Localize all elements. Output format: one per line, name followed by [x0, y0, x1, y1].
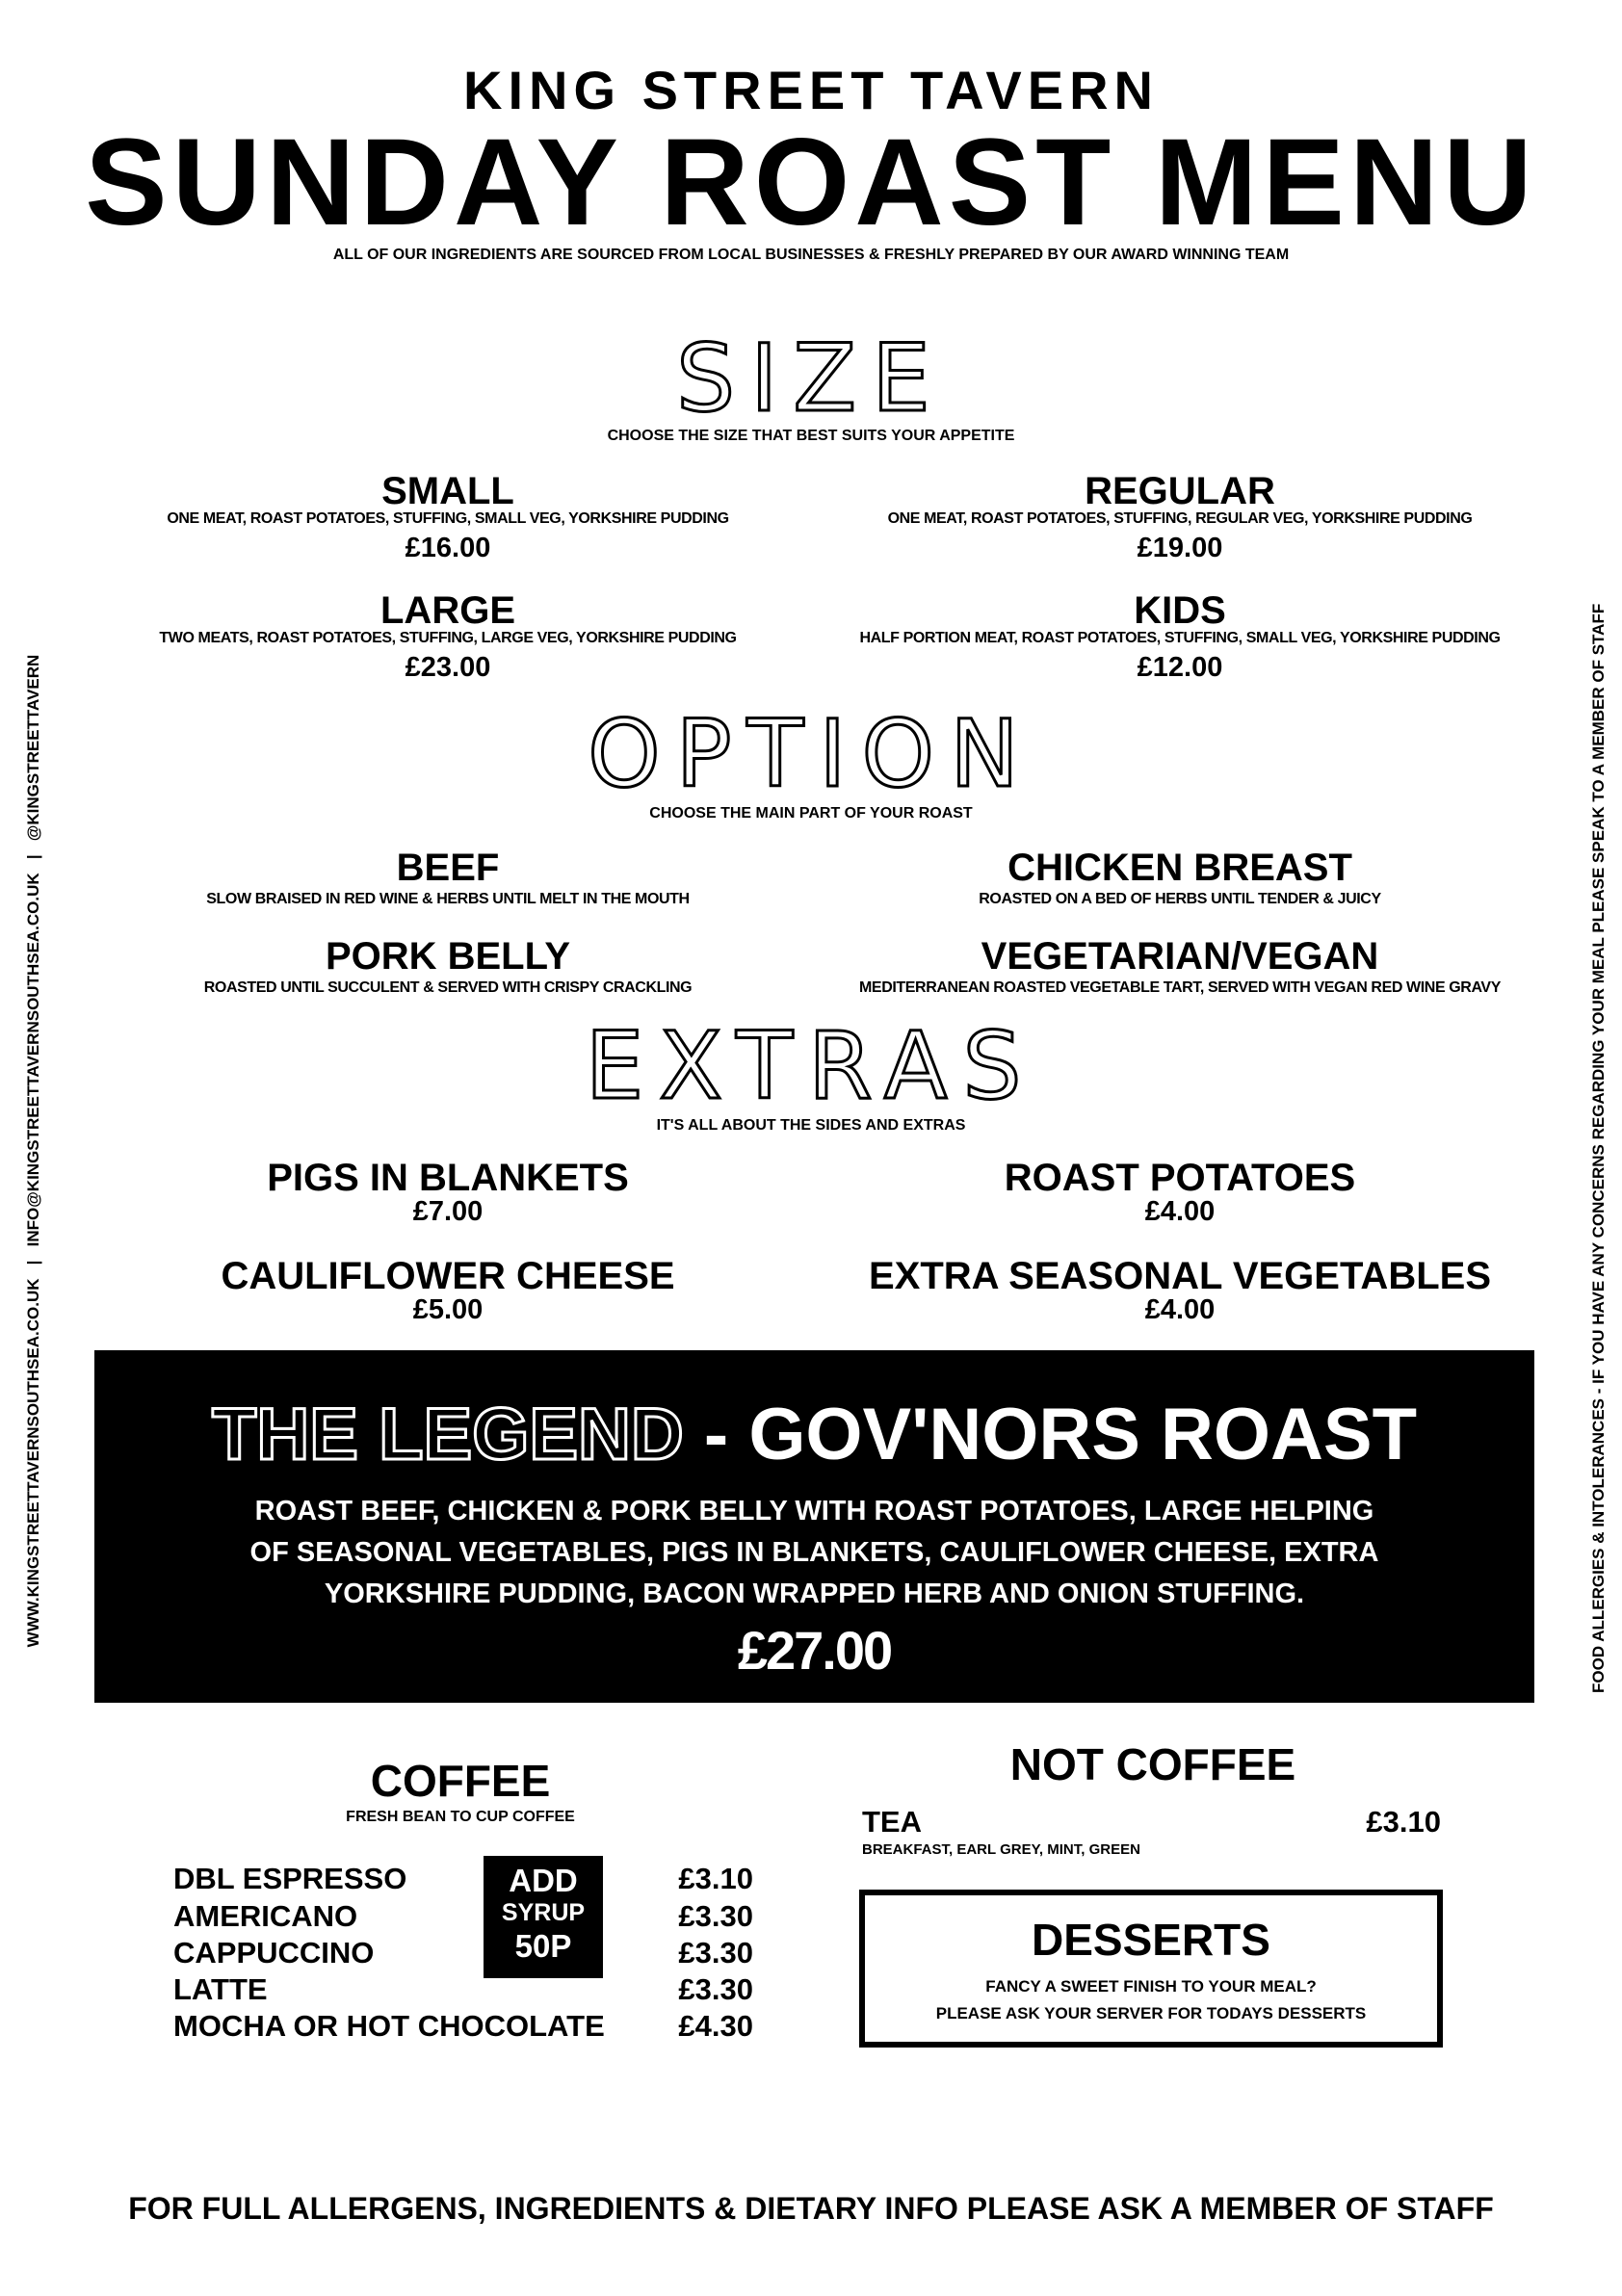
syrup-badge [484, 1856, 603, 1978]
desserts-line: PLEASE ASK YOUR SERVER FOR TODAYS DESSERTS [935, 2004, 1367, 2022]
item-desc: HALF PORTION MEAT, ROAST POTATOES, STUFFING, SMALL VEG, YORKSHIRE PUDDING [859, 630, 1501, 646]
page-title: SUNDAY ROAST MENU [85, 114, 1537, 251]
size-regular [833, 472, 1527, 562]
syrup-line: ADD [509, 1863, 578, 1898]
item-desc: ROASTED ON A BED OF HERBS UNTIL TENDER & JUICY [979, 891, 1381, 907]
option-vegetarian [833, 937, 1527, 997]
email-link[interactable]: INFO@KINGSTREETTAVERNSOUTHSEA.CO.UK [24, 873, 42, 1247]
item-price: £7.00 [412, 1196, 484, 1227]
extra-vegetables [833, 1257, 1527, 1324]
desserts-box [859, 1890, 1443, 2048]
extras-subtitle: IT'S ALL ABOUT THE SIDES AND EXTRAS [656, 1117, 966, 1134]
item-name: LARGE [380, 589, 515, 632]
legend-panel [94, 1350, 1534, 1703]
tea-name: TEA [862, 1805, 922, 1839]
size-subtitle: CHOOSE THE SIZE THAT BEST SUITS YOUR APPETITE [607, 428, 1015, 444]
item-price: £4.00 [1144, 1294, 1216, 1325]
separator: | [24, 1260, 42, 1265]
item-name: PIGS IN BLANKETS [267, 1157, 629, 1199]
venue-name: KING STREET TAVERN [463, 60, 1159, 120]
item-name: REGULAR [1085, 470, 1275, 512]
item-price: £19.00 [1137, 533, 1223, 563]
item-desc: ONE MEAT, ROAST POTATOES, STUFFING, REGULAR VEG, YORKSHIRE PUDDING [887, 510, 1473, 527]
drink-name: MOCHA OR HOT CHOCOLATE [173, 2009, 605, 2043]
size-kids [833, 591, 1527, 682]
item-name: CAULIFLOWER CHEESE [221, 1255, 675, 1297]
item-price: £16.00 [405, 533, 491, 563]
legend-line: OF SEASONAL VEGETABLES, PIGS IN BLANKETS, CAULIFLOWER CHEESE, EXTRA [249, 1537, 1379, 1568]
drink-name: AMERICANO [173, 1899, 358, 1933]
extras-heading: EXTRAS [585, 1012, 1037, 1120]
footer-notice: FOR FULL ALLERGENS, INGREDIENTS & DIETARY INFO PLEASE ASK A MEMBER OF STAFF [128, 2191, 1494, 2226]
separator: | [24, 854, 42, 860]
extra-cauliflower [82, 1257, 814, 1324]
legend-title [94, 1396, 1534, 1474]
drink-name: DBL ESPRESSO [173, 1862, 407, 1895]
item-name: VEGETARIAN/VEGAN [981, 935, 1379, 978]
item-desc: TWO MEATS, ROAST POTATOES, STUFFING, LARGE VEG, YORKSHIRE PUDDING [159, 630, 737, 646]
desserts-line: FANCY A SWEET FINISH TO YOUR MEAL? [985, 1977, 1317, 1996]
size-heading: SIZE [676, 325, 946, 432]
option-subtitle: CHOOSE THE MAIN PART OF YOUR ROAST [649, 805, 973, 822]
item-price: £12.00 [1137, 652, 1223, 683]
drink-price: £3.30 [678, 1936, 753, 1970]
website-link[interactable]: WWW.KINGSTREETTAVERNSOUTHSEA.CO.UK [24, 1278, 42, 1648]
item-price: £4.00 [1144, 1196, 1216, 1227]
extra-pigs [82, 1159, 814, 1226]
item-price: £23.00 [405, 652, 491, 683]
item-name: BEEF [396, 847, 500, 889]
drink-price: £4.30 [678, 2009, 753, 2043]
legend-line: YORKSHIRE PUDDING, BACON WRAPPED HERB AND ONION STUFFING. [324, 1578, 1305, 1609]
option-heading: OPTION [588, 700, 1034, 808]
item-name: CHICKEN BREAST [1007, 847, 1352, 889]
social-handle: @KINGSTREETTAVERN [24, 654, 42, 842]
item-desc: MEDITERRANEAN ROASTED VEGETABLE TART, SERVED WITH VEGAN RED WINE GRAVY [859, 979, 1501, 996]
drink-price: £3.10 [678, 1862, 753, 1895]
legend-outline-text: THE LEGEND [211, 1394, 684, 1475]
option-beef [82, 848, 814, 908]
item-name: KIDS [1134, 589, 1226, 632]
syrup-line: 50P [514, 1928, 572, 1964]
legend-line: ROAST BEEF, CHICKEN & PORK BELLY WITH ROAST POTATOES, LARGE HELPING [254, 1496, 1374, 1526]
not-coffee-heading: NOT COFFEE [1009, 1739, 1296, 1789]
item-desc: ONE MEAT, ROAST POTATOES, STUFFING, SMALL VEG, YORKSHIRE PUDDING [167, 510, 729, 527]
extra-potatoes [833, 1159, 1527, 1226]
tagline: ALL OF OUR INGREDIENTS ARE SOURCED FROM LOCAL BUSINESSES & FRESHLY PREPARED BY OUR AWARD WINNING TEAM [332, 247, 1290, 263]
drink-name: LATTE [173, 1972, 268, 2006]
item-name: ROAST POTATOES [1004, 1157, 1356, 1199]
tea-price: £3.10 [1366, 1805, 1441, 1839]
item-desc: SLOW BRAISED IN RED WINE & HERBS UNTIL MELT IN THE MOUTH [206, 891, 690, 907]
coffee-subtitle: FRESH BEAN TO CUP COFFEE [346, 1809, 575, 1825]
option-pork [82, 937, 814, 997]
size-small [82, 472, 814, 562]
item-desc: ROASTED UNTIL SUCCULENT & SERVED WITH CRISPY CRACKLING [203, 979, 693, 996]
item-price: £5.00 [412, 1294, 484, 1325]
tea-description: BREAKFAST, EARL GREY, MINT, GREEN [862, 1841, 1140, 1858]
desserts-heading: DESSERTS [1032, 1915, 1270, 1965]
legend-description [94, 1491, 1534, 1615]
syrup-line: SYRUP [501, 1899, 586, 1926]
size-large [82, 591, 814, 682]
allergy-notice: FOOD ALLERGIES & INTOLERANCES - IF YOU HAVE ANY CONCERNS REGARDING YOUR MEAL PLEASE SPEAK TO A MEMBER OF STAFF [1589, 603, 1608, 1693]
item-name: EXTRA SEASONAL VEGETABLES [868, 1255, 1491, 1297]
legend-price: £27.00 [737, 1620, 892, 1681]
coffee-heading: COFFEE [370, 1756, 551, 1806]
drink-name: CAPPUCCINO [173, 1936, 375, 1970]
drink-price: £3.30 [678, 1972, 753, 2006]
item-name: PORK BELLY [325, 935, 571, 978]
legend-name: - GOV'NORS ROAST [683, 1394, 1418, 1475]
drink-price: £3.30 [678, 1899, 753, 1933]
option-chicken [833, 848, 1527, 908]
item-name: SMALL [381, 470, 514, 512]
